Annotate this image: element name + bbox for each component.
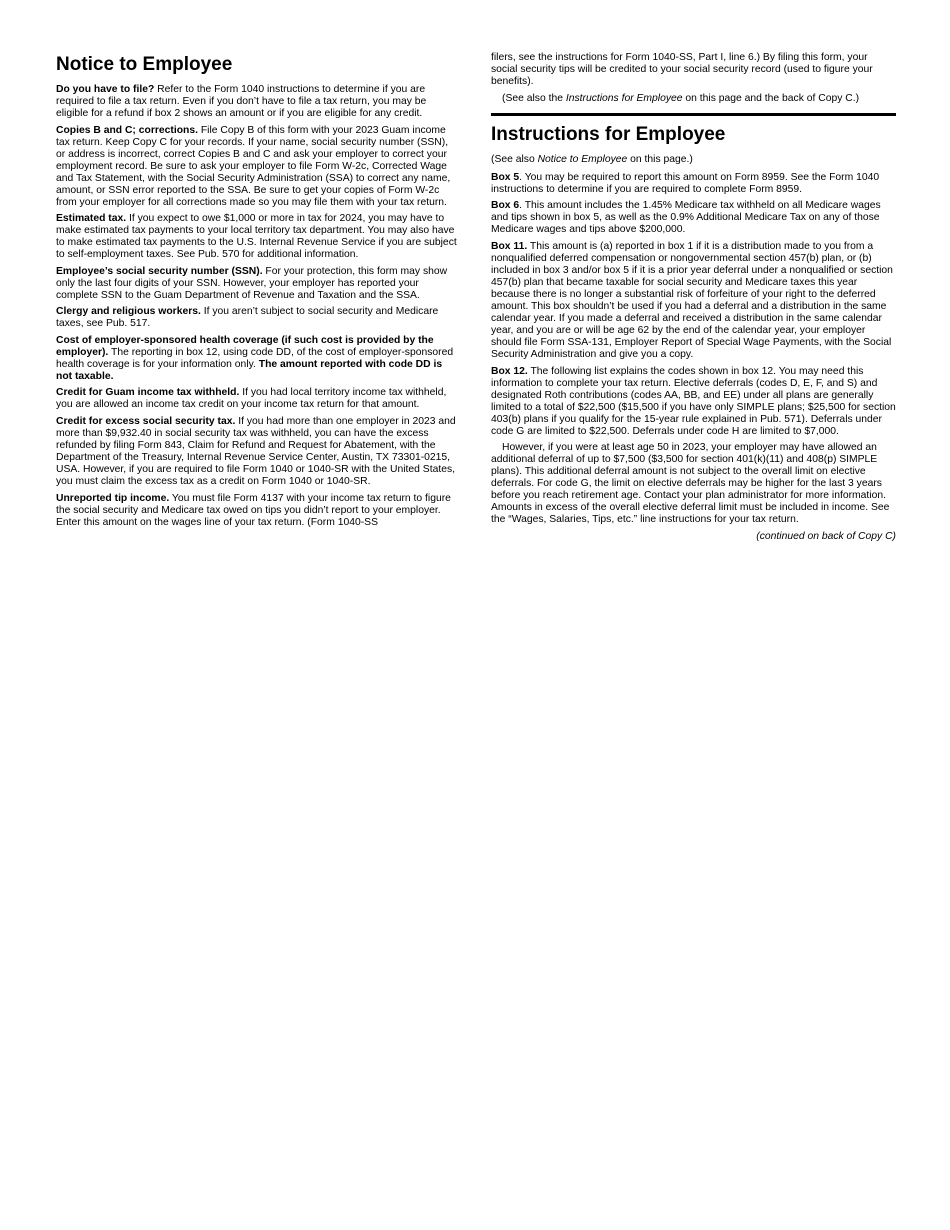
see-also-notice: [491, 154, 896, 166]
para-box-6: [491, 200, 896, 236]
para-heading: Box 6: [491, 200, 520, 212]
para-emphasis: The amount reported with code DD is not taxable.: [56, 358, 443, 382]
para-heading: Estimated tax.: [56, 213, 127, 225]
see-also-top: [491, 93, 896, 105]
para-heading: Clergy and religious workers.: [56, 306, 201, 318]
para-heading: Credit for excess social security tax.: [56, 415, 236, 427]
para-excess-ss-tax: [56, 416, 458, 488]
para-body: If you expect to owe $1,000 or more in tax for 2024, you may have to make estimated tax payments to your local territory tax department. You may also have to make estimated tax payments to the U.S. Internal Revenue Service if you are subject to self-employment taxes. See Pub. 570 for additional information.: [56, 213, 457, 261]
para-body: . This amount includes the 1.45% Medicare tax withheld on all Medicare wages and tips shown in box 5, as well as the 0.9% Additional Medicare Tax on any of those Medicare wages and tips above $200,000.: [491, 200, 881, 236]
para-heading: Copies B and C; corrections.: [56, 124, 198, 136]
para-body: File Copy B of this form with your 2023 Guam income tax return. Keep Copy C for your records. If your name, social security number (SSN), or address is incorrect, correct Copies B and C and ask your employer to correct your employment record. Be sure to ask your employer to file Form W-2c, Corrected Wage and Tax Statement, with the Social Security Administration (SSA) to correct any name, amount, or SSN error reported to the SSA. Be sure to get your copies of Form W-2c from your employer for all corrections made so you may file them with your tax return.: [56, 124, 451, 208]
para-credit-guam: [56, 387, 458, 411]
para-health-coverage: [56, 335, 458, 383]
para-heading: Box 12.: [491, 365, 528, 377]
para-body: If you had more than one employer in 2023 and more than $9,932.40 in social security tax was withheld, you can have the excess refunded by filing Form 843, Claim for Refund and Request for Abatement, with the Department of the Treasury, Internal Revenue Service Center, Austin, TX 73301-0215, USA. However, if you are required to file Form 1040 or 1040-SR with the United States, you must claim the excess tax as a credit on Form 1040 or 1040-SR.: [56, 415, 456, 488]
see-also-text: on this page and the back of Copy C.): [682, 92, 860, 104]
para-unreported-tip: [56, 493, 458, 529]
instructions-column: [491, 52, 896, 547]
para-however: However, if you were at least age 50 in 2023, your employer may have allowed an additional deferral of up to $7,500 ($3,500 for section 401(k)(11) and 408(p) SIMPLE plans). This additional deferral amount is not subject to the overall limit on elective deferrals. For code G, the limit on elective deferrals may be higher for the last 3 years before you reach retirement age. Contact your plan administrator for more information. Amounts in excess of the overall elective deferral limit must be included in income. See the “Wages, Salaries, Tips, etc.” line instructions for your tax return.: [491, 442, 890, 526]
para-do-you-have-to-file: [56, 84, 458, 120]
see-also-ref: Notice to Employee: [537, 153, 628, 165]
para-body: . You may be required to report this amount on Form 8959. See the Form 1040 instructions to determine if you are required to complete Form 8959.: [491, 171, 880, 195]
notice-title: Notice to Employee: [56, 54, 233, 75]
para-box-11: [491, 241, 896, 361]
para-body: The following list explains the codes shown in box 12. You may need this information to complete your tax return. Elective deferrals (codes D, E, F, and S) and designated Roth contributions (codes AA, BB, and EE) under all plans are generally limited to a total of $22,500 ($15,500 if you have only SIMPLE plans; $25,500 for section 403(b) plans if you qualify for the 15-year rule explained in Pub. 571). Deferrals under code G are limited to $22,500. Deferrals under code H are limited to $7,000.: [491, 365, 896, 437]
para-copies-b-c: [56, 125, 458, 209]
para-heading: Do you have to file?: [56, 84, 155, 95]
see-also-text: (See also: [491, 153, 538, 165]
para-clergy: [56, 306, 458, 330]
para-ssn: [56, 266, 458, 302]
continued-note: (continued on back of Copy C): [756, 530, 896, 542]
section-divider: [491, 113, 896, 116]
para-body: Refer to the Form 1040 instructions to determine if you are required to file a tax return. Even if you don’t have to file a tax return, you may be eligible for a refund if box 2 shows an amount or if you are eligible for any credit.: [56, 84, 427, 120]
para-heading: Unreported tip income.: [56, 492, 170, 504]
para-body: If you aren’t subject to social security and Medicare taxes, see Pub. 517.: [56, 306, 439, 330]
para-body: For your protection, this form may show only the last four digits of your SSN. However, your employer has reported your complete SSN to the Guam Department of Revenue and Taxation and the SSA.: [56, 265, 448, 301]
para-estimated-tax: [56, 213, 458, 261]
para-body: You must file Form 4137 with your income tax return to figure the social security and Medicare tax owed on tips you didn’t report to your employer. Enter this amount on the wages line of your tax return. (Form 1040-SS: [56, 492, 451, 528]
para-heading: Cost of employer-sponsored health coverage (if such cost is provided by the employer).: [56, 334, 434, 358]
continuation-text: filers, see the instructions for Form 1040-SS, Part I, line 6.) By filing this form, your social security tips will be credited to your social security record (used to figure your benefits).: [491, 52, 873, 88]
instructions-title: Instructions for Employee: [491, 123, 726, 145]
para-heading: Employee’s social security number (SSN).: [56, 265, 263, 277]
para-body: This amount is (a) reported in box 1 if it is a distribution made to you from a nonqualified deferred compensation or nongovernmental section 457(b) plan, or (b) included in box 3 and/or box 5 if it is a prior year deferral under a nonqualified or section 457(b) plan that became taxable for social security and Medicare taxes this year because there is no longer a substantial risk of forfeiture of your right to the deferred amount. This box shouldn’t be used if you had a deferral and a distribution in the same calendar year. If you made a deferral and received a distribution in the same calendar year, and you are or will be age 62 by the end of the calendar year, your employer should file Form SSA-131, Employer Report of Special Wage Payments, with the Social Security Administration and give you a copy.: [491, 240, 893, 361]
para-box-5: [491, 172, 896, 196]
para-body: The reporting in box 12, using code DD, of the cost of employer-sponsored health coverage is for your information only.: [56, 346, 454, 370]
see-also-text: (See also the: [502, 92, 566, 104]
para-heading: Credit for Guam income tax withheld.: [56, 387, 240, 399]
para-heading: Box 5: [491, 171, 520, 183]
para-heading: Box 11.: [491, 240, 528, 252]
see-also-text: on this page.): [627, 153, 693, 165]
para-box-12: [491, 366, 896, 438]
para-body: If you had local territory income tax withheld, you are allowed an income tax credit on your income tax return for that amount.: [56, 387, 447, 411]
see-also-ref: Instructions for Employee: [565, 92, 683, 104]
notice-to-employee-column: [56, 52, 458, 533]
